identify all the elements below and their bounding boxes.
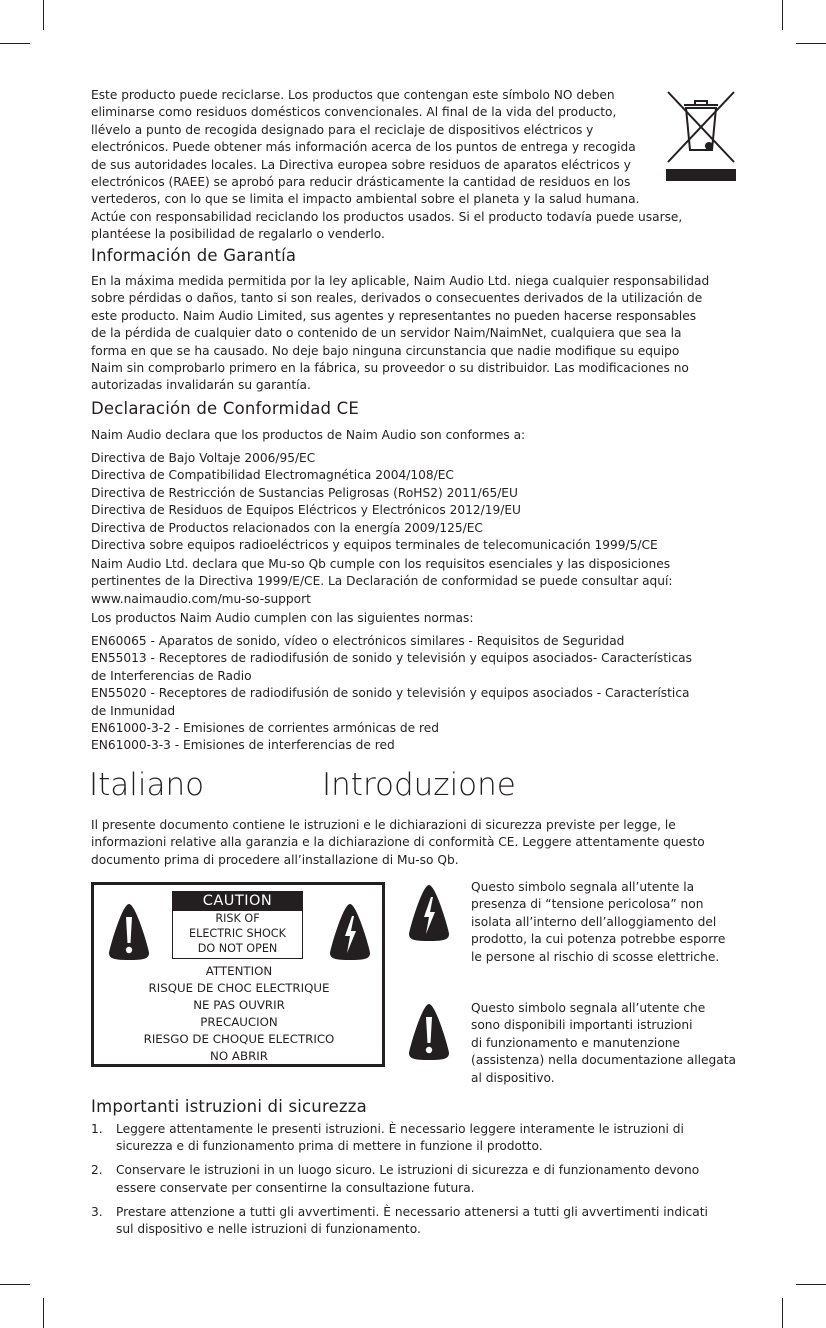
symbol-text-line: isolata all’interno dell’alloggiamento del [471, 914, 717, 929]
list-item-line: Leggere attentamente le presenti istruzioni. È necessario leggere interamente le istruzioni di [116, 1122, 684, 1136]
caution-translations [94, 963, 384, 1065]
warranty-line: autorizadas invalidarán su garantía. [91, 378, 311, 393]
list-item-line: sicurezza e di funzionamento prima di mettere in funzione il prodotto. [116, 1139, 543, 1154]
directive-item: Directiva de Restricción de Sustancias Peligrosas (RoHS2) 2011/65/EU [91, 485, 518, 500]
directives-list [91, 450, 658, 554]
list-item-number: 3. [91, 1204, 103, 1219]
caution-translation-line: NO ABRIR [210, 1049, 268, 1063]
list-item [91, 1121, 751, 1156]
list-item-line: Prestare attenzione a tutti gli avvertimenti. È necessario attenersi a tutti gli avvertimenti indicati [116, 1204, 708, 1219]
standard-item: de Interferencias de Radio [91, 668, 252, 683]
safety-list [91, 1121, 751, 1245]
symbol-text-line: prodotto, la cui potenza potrebbe esporre [471, 932, 726, 947]
lightning-warning-icon [398, 884, 460, 942]
symbol-text-line: presenza di “tensione pericolosa” non [471, 897, 704, 912]
symbol-text-line: di funzionamento e manutenzione [471, 1035, 680, 1050]
weee-line: plantéese la posibilidad de regalarlo o venderlo. [91, 227, 385, 242]
directive-item: Directiva de Bajo Voltaje 2006/95/EC [91, 451, 316, 465]
standards-list [91, 633, 692, 755]
weee-line: de sus autoridades locales. La Directiva europea sobre residuos de aparatos eléctricos y [91, 157, 631, 172]
declaration-line: pertinentes de la Directiva 1999/E/CE. La Declaración de conformidad se puede consultar aquí: [91, 574, 673, 589]
intro-line: documento prima di procedere all’installazione di Mu-so Qb. [91, 852, 459, 867]
weee-line: electrónicos (RAEE) se aprobó para reducir drásticamente la cantidad de residuos en los [91, 175, 631, 190]
symbol-text-line: Questo simbolo segnala all’utente che [471, 1001, 706, 1015]
weee-line: llévelo a punto de recogida designado para el reciclaje de dispositivos eléctricos y [91, 122, 594, 137]
caution-title: CAUTION [173, 892, 302, 911]
exclamation-warning-icon [108, 903, 150, 961]
section-title: Introduzione [322, 767, 516, 803]
caution-panel [172, 891, 303, 959]
caution-line: RISK OF [215, 912, 260, 925]
directive-item: Directiva sobre equipos radioeléctricos y equipos terminales de telecomunicación 1999/5/CE [91, 538, 658, 553]
weee-paragraph [91, 87, 682, 244]
list-item-line: sul dispositivo e nelle istruzioni di funzionamento. [116, 1222, 421, 1237]
ce-heading: Declaración de Conformidad CE [91, 399, 360, 418]
standard-item: EN60065 - Aparatos de sonido, vídeo o electrónicos similares - Requisitos de Seguridad [91, 634, 625, 648]
warranty-line: sobre pérdidas o daños, tanto si son reales, derivados o consecuentes derivados de la utilización de [91, 291, 703, 306]
weee-line: Actúe con responsabilidad reciclando los productos usados. Si el producto todavía puede usarse, [91, 209, 683, 224]
intro-line: Il presente documento contiene le istruzioni e le dichiarazioni di sicurezza previste per legge, le [91, 818, 676, 832]
warranty-line: de la pérdida de cualquier dato o contenido de un servidor Naim/NaimNet, cualquiera que sea la [91, 326, 682, 341]
lightning-symbol-description [471, 879, 725, 966]
caution-line: DO NOT OPEN [197, 942, 278, 956]
standard-item: EN61000-3-3 - Emisiones de interferencias de red [91, 738, 395, 753]
caution-translation-line: RISQUE DE CHOC ELECTRIQUE [148, 981, 330, 995]
support-url: www.naimaudio.com/mu-so-support [91, 591, 311, 606]
caution-translation-line: ATTENTION [205, 964, 273, 978]
list-item [91, 1204, 751, 1239]
warranty-line: este producto. Naim Audio Limited, sus agentes y representantes no pueden hacerse responsables [91, 308, 697, 323]
exclamation-symbol-description [471, 1000, 736, 1087]
warranty-line: forma en que se ha causado. No deje bajo ninguna circunstancia que nadie modifique su equipo [91, 343, 680, 358]
list-item-number: 1. [91, 1122, 103, 1136]
directive-item: Directiva de Residuos de Equipos Eléctricos y Electrónicos 2012/19/EU [91, 503, 521, 518]
weee-line: Este producto puede reciclarse. Los productos que contengan este símbolo NO deben [91, 88, 615, 102]
exclamation-warning-icon [398, 1003, 460, 1061]
warranty-line: Naim sin comprobarlo primero en la fábrica, su proveedor o su distribuidor. Las modificaciones no [91, 361, 689, 376]
language-title: Italiano [89, 767, 205, 803]
directive-item: Directiva de Compatibilidad Electromagnética 2004/108/EC [91, 468, 454, 483]
symbol-text-line: (assistenza) nella documentazione allegata [471, 1053, 736, 1068]
list-item-number: 2. [91, 1163, 103, 1178]
weee-line: vertederos, con lo que se limita el impacto ambiental sobre el planeta y la salud humana. [91, 192, 640, 207]
list-item-line: Conservare le istruzioni in un luogo sicuro. Le istruzioni di sicurezza e di funzionamento devono [116, 1163, 700, 1178]
standard-item: de Inmunidad [91, 703, 176, 718]
declaration-line: Naim Audio Ltd. declara que Mu-so Qb cumple con los requisitos esenciales y las disposiciones [91, 557, 671, 571]
safety-heading: Importanti istruzioni di sicurezza [91, 1097, 367, 1116]
list-item [91, 1162, 751, 1197]
standard-item: EN55013 - Receptores de radiodifusión de sonido y televisión y equipos asociados- Características [91, 651, 692, 666]
directive-item: Directiva de Productos relacionados con la energía 2009/125/EC [91, 520, 483, 535]
weee-line: eliminarse como residuos domésticos convencionales. Al final de la vida del producto, [91, 105, 617, 120]
symbol-text-line: Questo simbolo segnala all’utente la [471, 880, 695, 894]
symbol-text-line: le persone al rischio di scosse elettriche. [471, 949, 720, 964]
caution-translation-line: NE PAS OUVRIR [193, 998, 285, 1012]
caution-translation-line: RIESGO DE CHOQUE ELECTRICO [143, 1032, 335, 1046]
weee-line: electrónicos. Puede obtener más información acerca de los puntos de entrega y recogida [91, 140, 636, 155]
standards-intro-text: Los productos Naim Audio cumplen con las siguientes normas: [91, 611, 474, 625]
lightning-warning-icon [329, 903, 371, 961]
ce-intro-text: Naim Audio declara que los productos de Naim Audio son conformes a: [91, 428, 526, 442]
standards-intro [91, 610, 473, 627]
warranty-heading: Información de Garantía [91, 246, 297, 265]
crossed-out-wheelie-bin-icon [664, 90, 738, 182]
intro-paragraph [91, 817, 705, 869]
intro-line: informazioni relative alla garanzia e la dichiarazione di conformità CE. Leggere attentamente questo [91, 835, 705, 850]
warranty-paragraph [91, 273, 709, 395]
list-item-line: essere conservate per consentirne la consultazione futura. [116, 1180, 475, 1195]
symbol-text-line: al dispositivo. [471, 1070, 555, 1085]
standard-item: EN55020 - Receptores de radiodifusión de sonido y televisión y equipos asociados - Característica [91, 686, 690, 701]
warranty-line: En la máxima medida permitida por la ley aplicable, Naim Audio Ltd. niega cualquier responsabilidad [91, 274, 710, 288]
standard-item: EN61000-3-2 - Emisiones de corrientes armónicas de red [91, 721, 439, 736]
declaration-paragraph [91, 556, 673, 608]
caution-translation-line: PRECAUCION [200, 1015, 278, 1029]
symbol-text-line: sono disponibili importanti istruzioni [471, 1018, 693, 1033]
ce-intro [91, 427, 525, 444]
caution-line: ELECTRIC SHOCK [189, 927, 286, 941]
